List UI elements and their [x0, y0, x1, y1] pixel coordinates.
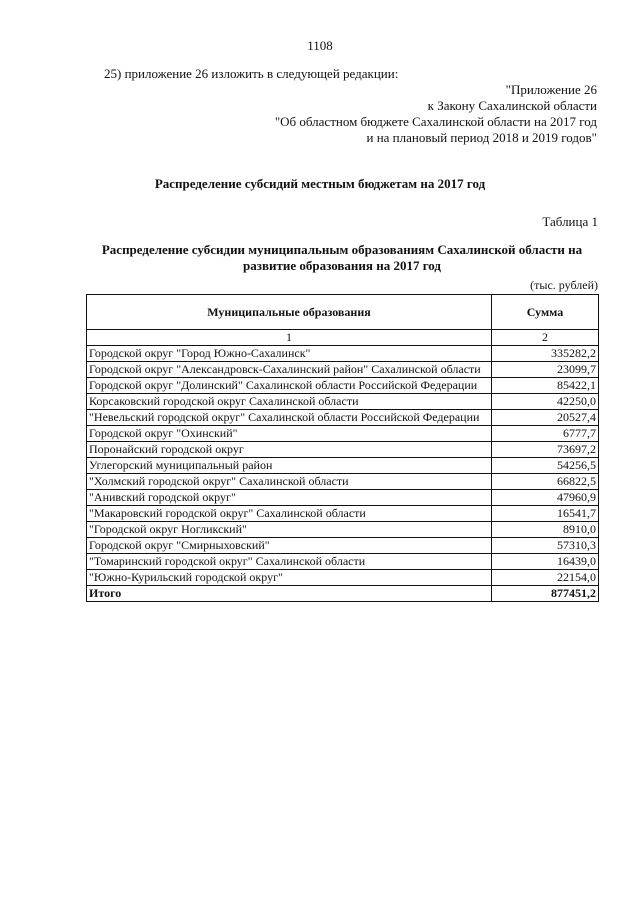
annex-line: "Приложение 26 — [505, 82, 597, 97]
table-row — [87, 490, 599, 506]
subsidy-sum: 42250,0 — [492, 394, 599, 410]
subsidy-table — [86, 294, 599, 602]
subsidy-sum: 16541,7 — [492, 506, 599, 522]
subsidy-sum: 47960,9 — [492, 490, 599, 506]
annex-reference — [275, 82, 597, 146]
annex-line: и на плановый период 2018 и 2019 годов" — [366, 130, 597, 145]
column-number: 1 — [87, 330, 492, 346]
municipality-name: "Городской округ Ногликский" — [87, 522, 492, 538]
table-title: Распределение субсидии муниципальным образованиям Сахалинской области на развитие образования на 2017 год — [101, 242, 583, 273]
table-row — [87, 362, 599, 378]
subsidy-sum: 8910,0 — [492, 522, 599, 538]
table-row — [87, 426, 599, 442]
total-label: Итого — [87, 586, 492, 602]
main-title: Распределение субсидий местным бюджетам на 2017 год — [154, 176, 486, 191]
column-number-row — [87, 330, 599, 346]
table-row — [87, 506, 599, 522]
municipality-name: "Южно-Курильский городской округ" — [87, 570, 492, 586]
subsidy-sum: 73697,2 — [492, 442, 599, 458]
table-label: Таблица 1 — [542, 214, 598, 229]
municipality-name: Городской округ "Смирныховский" — [87, 538, 492, 554]
annex-line: к Закону Сахалинской области — [427, 98, 597, 113]
subsidy-sum: 22154,0 — [492, 570, 599, 586]
subsidy-sum: 16439,0 — [492, 554, 599, 570]
table-header-row — [87, 295, 599, 330]
annex-line: "Об областном бюджете Сахалинской области на 2017 год — [274, 114, 597, 129]
municipality-name: Городской округ "Александровск-Сахалинский район" Сахалинской области — [87, 362, 492, 378]
table-row — [87, 554, 599, 570]
header-municipalities: Муниципальные образования — [87, 295, 492, 330]
subsidy-sum: 335282,2 — [492, 346, 599, 362]
subsidy-sum: 57310,3 — [492, 538, 599, 554]
municipality-name: Корсаковский городской округ Сахалинской области — [87, 394, 492, 410]
municipality-name: Поронайский городской округ — [87, 442, 492, 458]
subsidy-sum: 66822,5 — [492, 474, 599, 490]
table-row — [87, 410, 599, 426]
units-label: (тыс. рублей) — [530, 278, 598, 292]
table-row — [87, 570, 599, 586]
page-number: 1108 — [307, 38, 333, 53]
municipality-name: Углегорский муниципальный район — [87, 458, 492, 474]
municipality-name: "Невельский городской округ" Сахалинской области Российской Федерации — [87, 410, 492, 426]
table-row — [87, 538, 599, 554]
subsidy-sum: 23099,7 — [492, 362, 599, 378]
column-number: 2 — [492, 330, 599, 346]
table-row — [87, 346, 599, 362]
total-row — [87, 586, 599, 602]
municipality-name: Городской округ "Город Южно-Сахалинск" — [87, 346, 492, 362]
table-row — [87, 474, 599, 490]
header-sum: Сумма — [492, 295, 599, 330]
table-row — [87, 378, 599, 394]
municipality-name: "Холмский городской округ" Сахалинской области — [87, 474, 492, 490]
subsidy-sum: 54256,5 — [492, 458, 599, 474]
municipality-name: "Анивский городской округ" — [87, 490, 492, 506]
municipality-name: Городской округ "Долинский" Сахалинской области Российской Федерации — [87, 378, 492, 394]
municipality-name: "Макаровский городской округ" Сахалинской области — [87, 506, 492, 522]
municipality-name: "Томаринский городской округ" Сахалинской области — [87, 554, 492, 570]
table-row — [87, 394, 599, 410]
table-row — [87, 458, 599, 474]
subsidy-sum: 6777,7 — [492, 426, 599, 442]
table-row — [87, 522, 599, 538]
intro-text: 25) приложение 26 изложить в следующей редакции: — [104, 66, 399, 81]
table-row — [87, 442, 599, 458]
subsidy-sum: 85422,1 — [492, 378, 599, 394]
municipality-name: Городской округ "Охинский" — [87, 426, 492, 442]
subsidy-sum: 20527,4 — [492, 410, 599, 426]
total-sum: 877451,2 — [492, 586, 599, 602]
